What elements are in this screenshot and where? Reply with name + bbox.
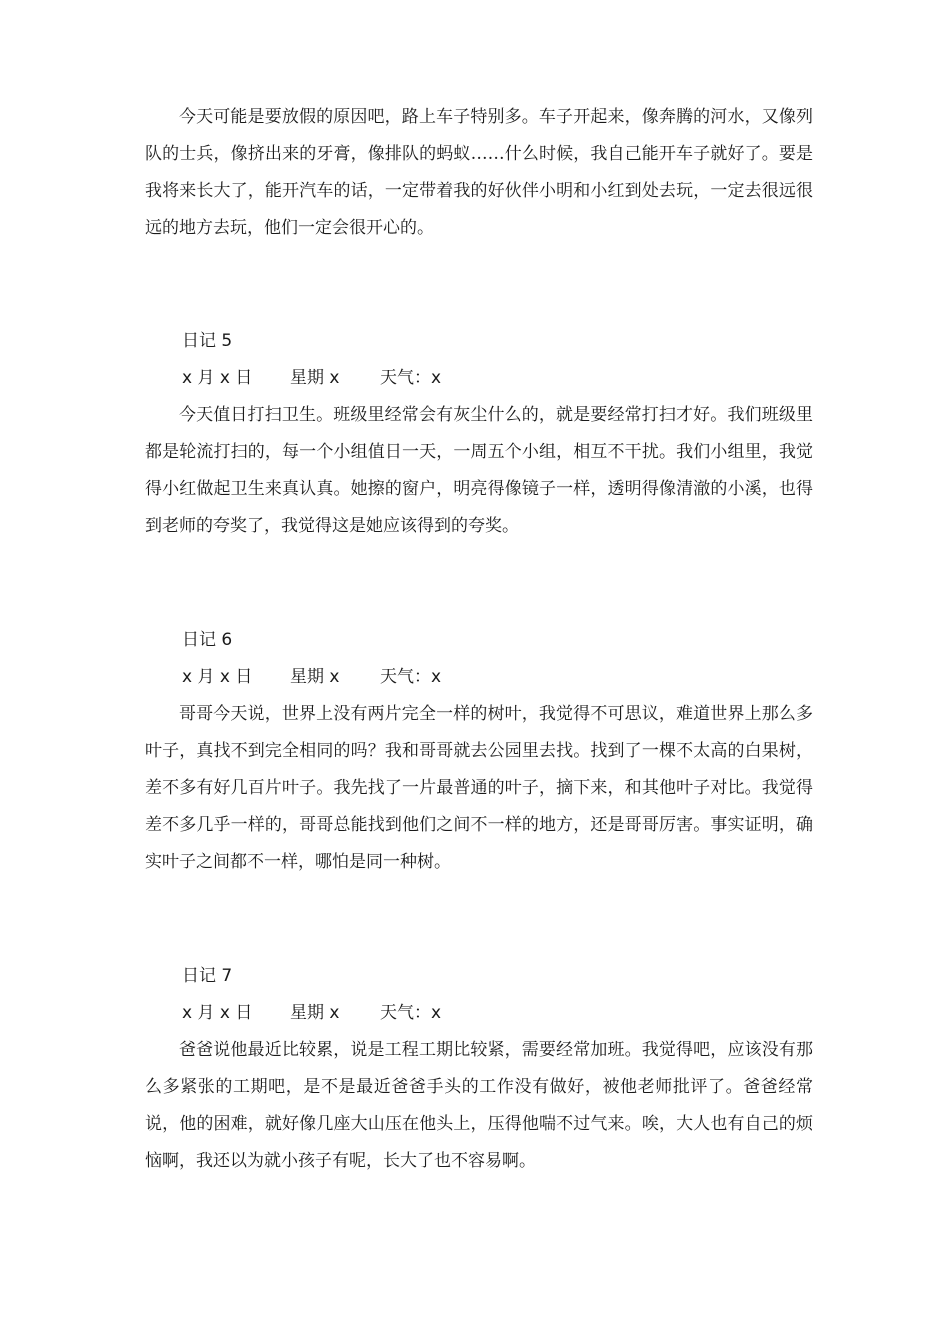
diary-title: 日记 6 [182, 630, 233, 650]
diary-weekday: 星期 x [290, 368, 340, 388]
diary-weekday: 星期 x [290, 667, 340, 687]
diary-paragraph: 爸爸说他最近比较累，说是工程工期比较紧，需要经常加班。我觉得吧，应该没有那么多紧张的工期吧，是不是最近爸爸手头的工作没有做好，被他老师批评了。爸爸经常说，他的困难，就好像几座大山压在他头上，压得他喘不过气来。唉，大人也有自己的烦恼啊，我还以为就小孩子有呢，长大了也不容易啊。 [145, 1040, 813, 1171]
diary-weather: 天气：x [380, 1003, 442, 1023]
diary-date: x 月 x 日 [182, 1003, 253, 1023]
diary-title: 日记 7 [182, 966, 233, 986]
diary-date: x 月 x 日 [182, 667, 253, 687]
diary-meta [145, 995, 813, 1032]
diary-weekday: 星期 x [290, 1003, 340, 1023]
diary-date: x 月 x 日 [182, 368, 253, 388]
diary-entry-5 [145, 323, 813, 545]
diary-entry-4-continued [145, 99, 813, 247]
diary-paragraph: 哥哥今天说，世界上没有两片完全一样的树叶，我觉得不可思议，难道世界上那么多叶子，真找不到完全相同的吗？我和哥哥就去公园里去找。找到了一棵不太高的白果树，差不多有好几百片叶子。我先找了一片最普通的叶子，摘下来，和其他叶子对比。我觉得差不多几乎一样的，哥哥总能找到他们之间不一样的地方，还是哥哥厉害。事实证明，确实叶子之间都不一样，哪怕是同一种树。 [145, 704, 813, 872]
diary-weather: 天气：x [380, 667, 442, 687]
diary-weather: 天气：x [380, 368, 442, 388]
diary-entry-7 [145, 958, 813, 1180]
diary-meta [145, 360, 813, 397]
diary-meta [145, 659, 813, 696]
diary-title: 日记 5 [182, 331, 233, 351]
diary-paragraph: 今天可能是要放假的原因吧，路上车子特别多。车子开起来，像奔腾的河水，又像列队的士兵，像挤出来的牙膏，像排队的蚂蚁……什么时候，我自己能开车子就好了。要是我将来长大了，能开汽车的话，一定带着我的好伙伴小明和小红到处去玩，一定去很远很远的地方去玩，他们一定会很开心的。 [145, 107, 813, 238]
diary-entry-6 [145, 622, 813, 881]
diary-paragraph: 今天值日打扫卫生。班级里经常会有灰尘什么的，就是要经常打扫才好。我们班级里都是轮流打扫的，每一个小组值日一天，一周五个小组，相互不干扰。我们小组里，我觉得小红做起卫生来真认真。她擦的窗户，明亮得像镜子一样，透明得像清澈的小溪，也得到老师的夸奖了，我觉得这是她应该得到的夸奖。 [145, 405, 813, 536]
